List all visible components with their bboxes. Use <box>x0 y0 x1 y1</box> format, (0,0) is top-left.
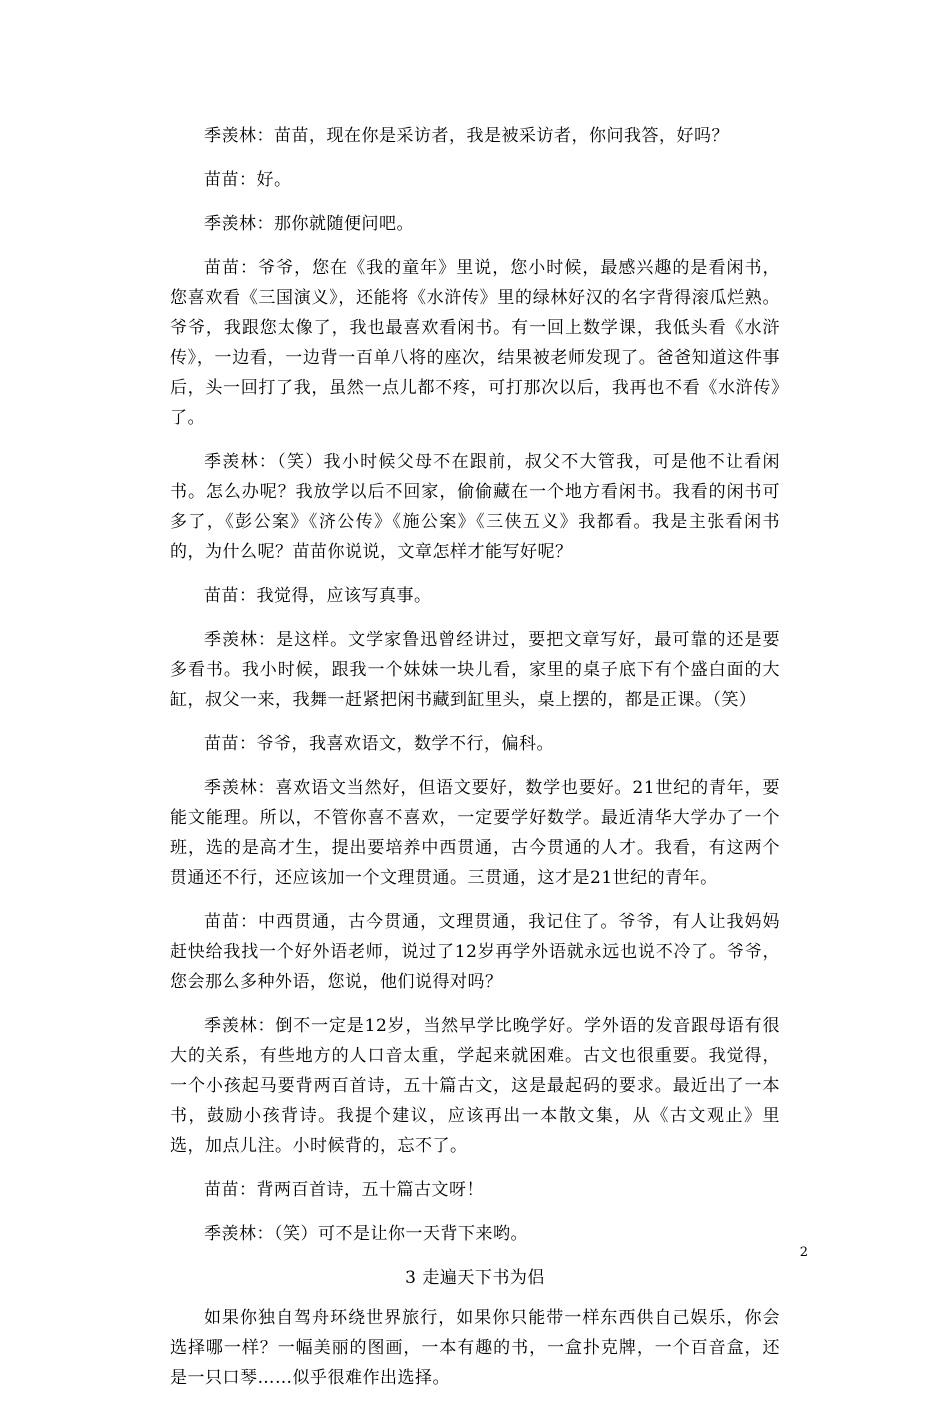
dialogue-paragraph: 季羡林：是这样。文学家鲁迅曾经讲过，要把文章写好，最可靠的还是要多看书。我小时候，跟我一个妹妹一块儿看，家里的桌子底下有个盛白面的大缸，叔父一来，我舞一赶紧把闲书藏到缸里头，桌上摆的，都是正课。（笑） <box>170 630 780 710</box>
dialogue-paragraph: 苗苗：中西贯通，古今贯通，文理贯通，我记住了。爷爷，有人让我妈妈赶快给我找一个好外语老师，说过了12岁再学外语就永远也说不冷了。爷爷，您会那么多种外语，您说，他们说得对吗？ <box>170 912 780 992</box>
dialogue-paragraph: 苗苗：好。 <box>204 170 292 190</box>
dialogue-paragraph: 苗苗：爷爷，您在《我的童年》里说，您小时候，最感兴趣的是看闲书，您喜欢看《三国演义》，还能将《水浒传》里的绿林好汉的名字背得滚瓜烂熟。爷爷，我跟您太像了，我也最喜欢看闲书。有一回上数学课，我低头看《水浒传》，一边看，一边背一百单八将的座次，结果被老师发现了。爸爸知道这件事后，头一回打了我，虽然一点儿都不疼，可打那次以后，我再也不看《水浒传》了。 <box>170 258 780 428</box>
section-title: 3 走遍天下书为侣 <box>405 1268 545 1288</box>
page-number: 2 <box>799 1245 808 1260</box>
dialogue-paragraph: 苗苗：爷爷，我喜欢语文，数学不行，偏科。 <box>204 734 554 754</box>
dialogue-paragraph: 季羡林：（笑）我小时候父母不在跟前，叔父不大管我，可是他不让看闲书。怎么办呢？我放学以后不回家，偷偷藏在一个地方看闲书。我看的闲书可多了，《彭公案》《济公传》《施公案》《三侠五义》我都看。我是主张看闲书的，为什么呢？苗苗你说说，文章怎样才能写好呢？ <box>170 452 780 562</box>
dialogue-paragraph: 季羡林：（笑）可不是让你一天背下来哟。 <box>204 1224 528 1244</box>
body-text <box>170 121 780 1407</box>
dialogue-paragraph: 苗苗：背两百首诗，五十篇古文呀！ <box>204 1180 484 1200</box>
dialogue-paragraph: 季羡林：倒不一定是12岁，当然早学比晚学好。学外语的发音跟母语有很大的关系，有些地方的人口音太重，学起来就困难。古文也很重要。我觉得，一个小孩起马要背两百首诗，五十篇古文，这是最起码的要求。最近出了一本书，鼓励小孩背诗。我提个建议，应该再出一本散文集，从《古文观止》里选，加点儿注。小时候背的，忘不了。 <box>170 1016 780 1156</box>
dialogue-paragraph: 苗苗：我觉得，应该写真事。 <box>204 586 432 606</box>
dialogue-paragraph: 季羡林：苗苗，现在你是采访者，我是被采访者，你问我答，好吗？ <box>204 126 729 146</box>
dialogue-paragraph: 季羡林：那你就随便问吧。 <box>204 214 414 234</box>
section-paragraph: 如果你独自驾舟环绕世界旅行，如果你只能带一样东西供自己娱乐，你会选择哪一样？一幅美丽的图画，一本有趣的书，一盒扑克牌，一个百音盒，还是一只口琴……似乎很难作出选择。 <box>170 1308 780 1388</box>
dialogue-paragraph: 季羡林：喜欢语文当然好，但语文要好，数学也要好。21世纪的青年，要能文能理。所以，不管你喜不喜欢，一定要学好数学。最近清华大学办了一个班，选的是高才生，提出要培养中西贯通，古今贯通的人才。我看，有这两个贯通还不行，还应该加一个文理贯通。三贯通，这才是21世纪的青年。 <box>170 778 780 888</box>
